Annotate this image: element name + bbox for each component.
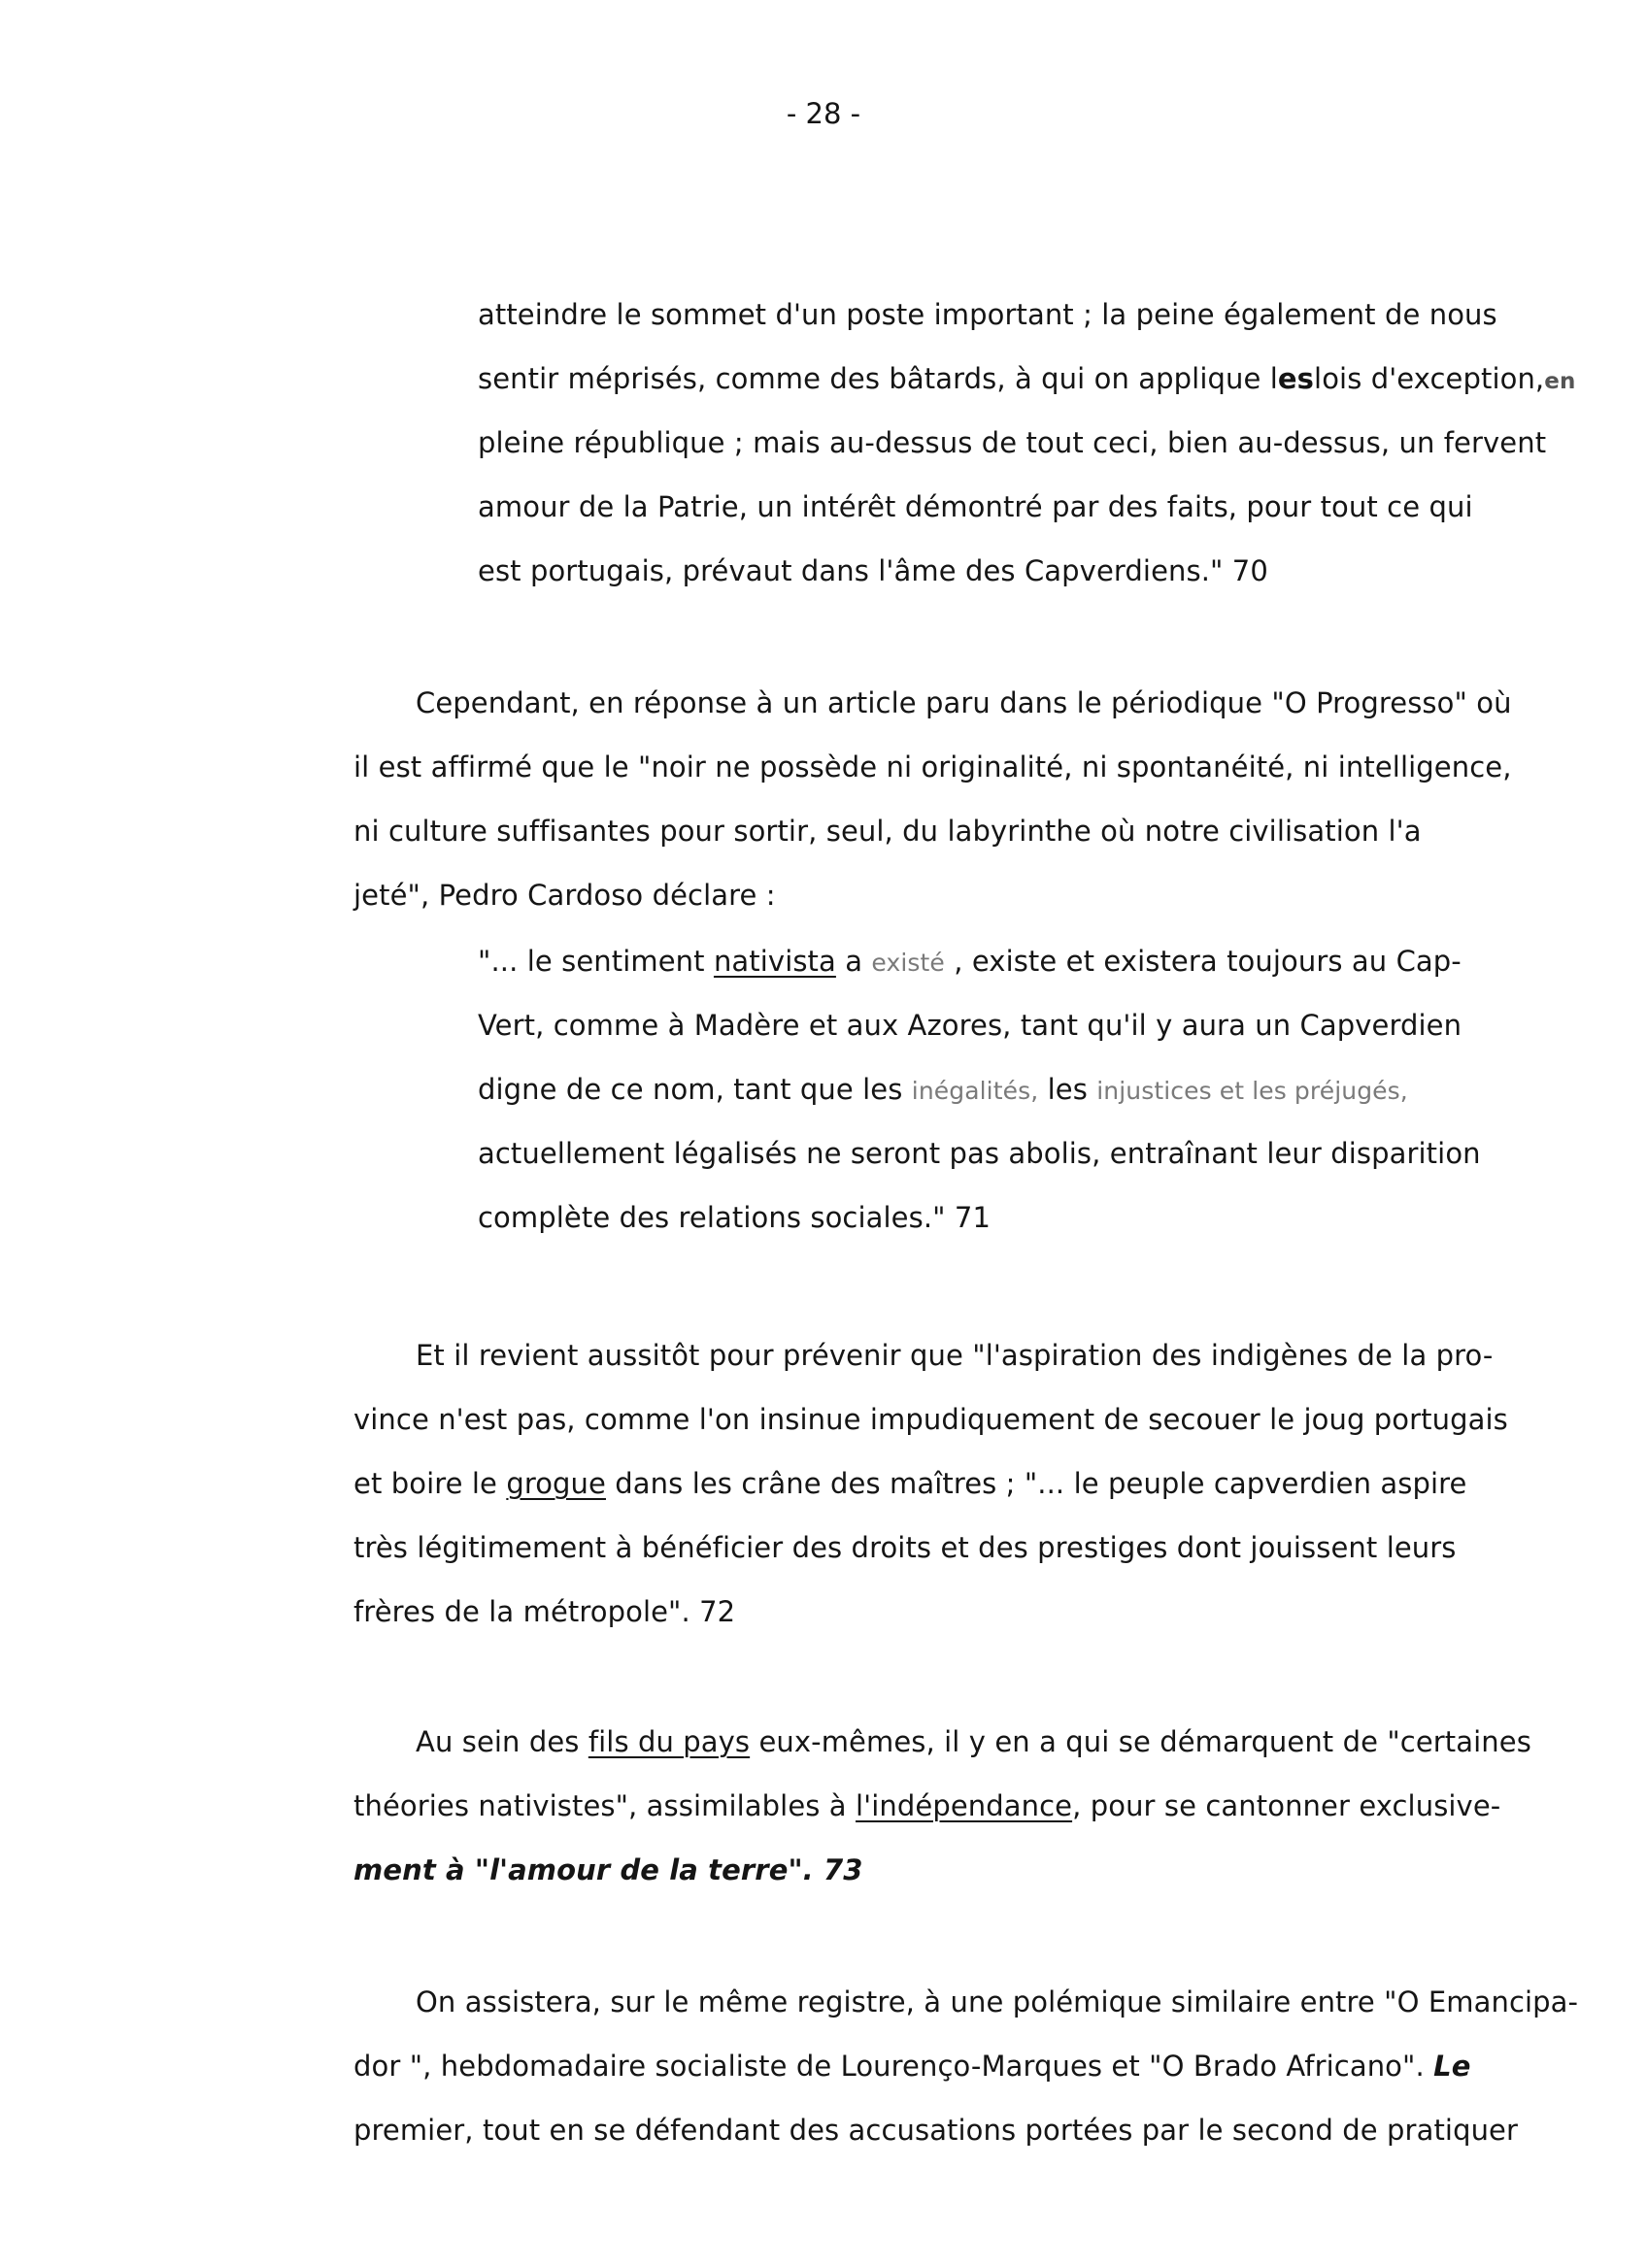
underlined-term: nativista (713, 945, 836, 978)
page-number: - 28 - (786, 97, 861, 130)
text-segment: , pour se cantonner exclusive- (1072, 1789, 1501, 1822)
text-line: il est affirmé que le "noir ne possède ni originalité, ni spontanéité, ni intelligence, (353, 750, 1512, 784)
text-segment: en (1544, 369, 1576, 394)
text-line (478, 945, 1462, 978)
text-line: atteindre le sommet d'un poste important ; la peine également de nous (478, 298, 1497, 331)
text-line: On assistera, sur le même registre, à une polémique similaire entre "O Emancipa- (416, 1985, 1579, 2018)
text-segment: a (835, 945, 872, 978)
text-segment: inégalités, (911, 1077, 1039, 1105)
text-segment: digne de ce nom, tant que les (478, 1073, 912, 1106)
text-line: très légitimement à bénéficier des droits et des prestiges dont jouissent leurs (353, 1531, 1457, 1564)
text-line (353, 1789, 1501, 1822)
text-segment: injustices et les préjugés, (1096, 1077, 1408, 1105)
text-line: Cependant, en réponse à un article paru dans le périodique "O Progresso" où (416, 686, 1512, 719)
text-line: jeté", Pedro Cardoso déclare : (353, 879, 776, 912)
text-line: ment à "l'amour de la terre". 73 (353, 1853, 863, 1886)
text-line (478, 1073, 1408, 1106)
text-segment: Le (1433, 2050, 1471, 2083)
text-line: pleine république ; mais au-dessus de tout ceci, bien au-dessus, un fervent (478, 426, 1547, 459)
text-segment: es (1277, 362, 1315, 395)
text-line: premier, tout en se défendant des accusations portées par le second de pratiquer (353, 2114, 1519, 2147)
text-segment: dor ", hebdomadaire socialiste de Lourenço-Marques et "O Brado Africano". (353, 2050, 1434, 2083)
text-line: amour de la Patrie, un intérêt démontré par des faits, pour tout ce qui (478, 490, 1473, 523)
text-segment: lois d'exception, (1314, 362, 1545, 395)
text-segment: théories nativistes", assimilables à (353, 1789, 856, 1822)
text-segment: et boire le (353, 1467, 507, 1500)
underlined-term: l'indépendance (856, 1789, 1073, 1822)
text-line: complète des relations sociales." 71 (478, 1201, 991, 1234)
text-segment: dans les crâne des maîtres ; "... le peuple capverdien aspire (605, 1467, 1467, 1500)
underlined-term: grogue (506, 1467, 606, 1500)
text-segment: , existe et existera toujours au Cap- (944, 945, 1462, 978)
text-segment: existé (871, 949, 945, 977)
text-line: actuellement légalisés ne seront pas abolis, entraînant leur disparition (478, 1137, 1481, 1170)
text-segment: eux-mêmes, il y en a qui se démarquent de "certaines (750, 1725, 1531, 1758)
text-line: est portugais, prévaut dans l'âme des Capverdiens." 70 (478, 554, 1268, 587)
text-segment: Au sein des (416, 1725, 588, 1758)
text-line (353, 2052, 1470, 2081)
text-line: vince n'est pas, comme l'on insinue impudiquement de secouer le joug portugais (353, 1403, 1508, 1436)
text-segment: "... le sentiment (478, 945, 714, 978)
text-line (478, 362, 1576, 395)
text-line: frères de la métropole". 72 (353, 1595, 736, 1628)
text-line: ni culture suffisantes pour sortir, seul, du labyrinthe où notre civilisation l'a (353, 815, 1422, 848)
text-segment: les (1038, 1073, 1097, 1106)
text-segment: sentir méprisés, comme des bâtards, à qui on applique l (478, 362, 1278, 395)
text-line (353, 1467, 1467, 1500)
text-line (416, 1725, 1531, 1758)
underlined-term: fils du pays (588, 1725, 751, 1758)
text-line: Vert, comme à Madère et aux Azores, tant qu'il y aura un Capverdien (478, 1009, 1462, 1042)
text-line: Et il revient aussitôt pour prévenir que "l'aspiration des indigènes de la pro- (416, 1339, 1494, 1372)
